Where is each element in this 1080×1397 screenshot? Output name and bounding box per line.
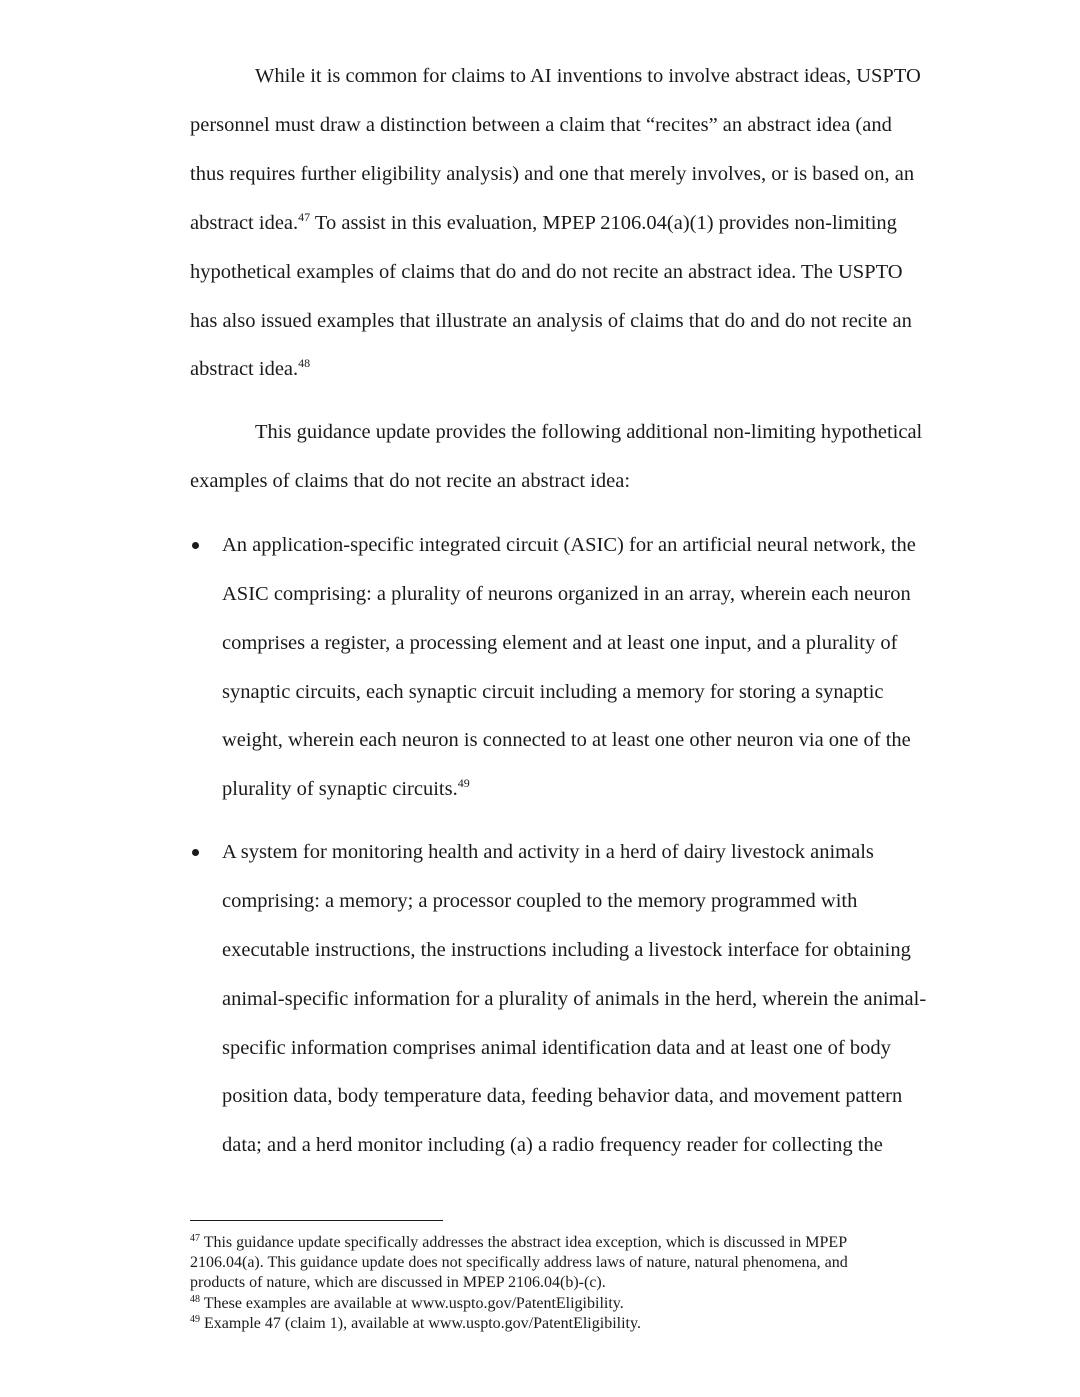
footnote-47-line-3: products of nature, which are discussed in MPEP 2106.04(b)-(c). xyxy=(190,1274,606,1291)
paragraph1-line-6: has also issued examples that illustrate an analysis of claims that do and do not recite an xyxy=(190,310,912,332)
bullet2-line-4: animal-specific information for a plurality of animals in the herd, wherein the animal- xyxy=(222,988,927,1010)
footnote-ref-48[interactable]: 48 xyxy=(298,356,311,370)
footnote-47-number: 47 xyxy=(190,1233,200,1244)
paragraph1-line-4-rest: To assist in this evaluation, MPEP 2106.04(a)(1) provides non-limiting xyxy=(310,212,897,234)
paragraph1-line-7 xyxy=(190,356,311,380)
footnote-49-number: 49 xyxy=(190,1314,200,1325)
bullet2-line-5: specific information comprises animal identification data and at least one of body xyxy=(222,1037,891,1059)
bullet1-line-5: weight, wherein each neuron is connected to at least one other neuron via one of the xyxy=(222,729,911,751)
bullet2-line-6: position data, body temperature data, feeding behavior data, and movement pattern xyxy=(222,1085,903,1107)
bullet1-line-6 xyxy=(222,776,470,800)
paragraph1-line-4 xyxy=(190,210,897,234)
footnote-47-text-1: This guidance update specifically addresses the abstract idea exception, which is discussed in MPEP xyxy=(200,1234,848,1251)
bullet1-line-6-text: plurality of synaptic circuits. xyxy=(222,778,458,800)
footnote-49 xyxy=(190,1316,641,1332)
paragraph1-line-1: While it is common for claims to AI inventions to involve abstract ideas, USPTO xyxy=(255,65,921,87)
bullet-2-marker xyxy=(192,849,202,859)
footnote-47-line-2: 2106.04(a). This guidance update does not specifically address laws of nature, natural phenomena, and xyxy=(190,1254,848,1271)
bullet2-line-2: comprising: a memory; a processor coupled to the memory programmed with xyxy=(222,890,858,912)
bullet1-line-3: comprises a register, a processing element and at least one input, and a plurality of xyxy=(222,632,898,654)
paragraph1-line-3: thus requires further eligibility analysis) and one that merely involves, or is based on, an xyxy=(190,163,915,185)
footnote-48 xyxy=(190,1296,624,1312)
footnote-ref-49[interactable]: 49 xyxy=(457,776,470,790)
footnote-separator xyxy=(190,1220,443,1221)
footnote-ref-47[interactable]: 47 xyxy=(298,210,311,224)
paragraph2-line-1: This guidance update provides the following additional non-limiting hypothetical xyxy=(255,421,923,443)
footnote-48-text: These examples are available at www.uspto.gov/PatentEligibility. xyxy=(200,1295,624,1312)
bullet1-line-1: An application-specific integrated circuit (ASIC) for an artificial neural network, the xyxy=(222,534,916,556)
bullet-1-marker xyxy=(192,542,202,552)
bullet2-line-3: executable instructions, the instructions including a livestock interface for obtaining xyxy=(222,939,911,961)
paragraph1-line-5: hypothetical examples of claims that do and do not recite an abstract idea. The USPTO xyxy=(190,261,903,283)
paragraph1-line-7-text: abstract idea. xyxy=(190,358,299,380)
bullet2-line-1: A system for monitoring health and activity in a herd of dairy livestock animals xyxy=(222,841,874,863)
footnote-48-number: 48 xyxy=(190,1294,200,1305)
paragraph1-line-2: personnel must draw a distinction between a claim that “recites” an abstract idea (and xyxy=(190,114,892,136)
paragraph2-line-2: examples of claims that do not recite an abstract idea: xyxy=(190,470,631,492)
paragraph1-line-4-text: abstract idea. xyxy=(190,212,299,234)
footnote-47-line-1 xyxy=(190,1235,847,1251)
footnote-49-text: Example 47 (claim 1), available at www.uspto.gov/PatentEligibility. xyxy=(200,1315,641,1332)
bullet1-line-2: ASIC comprising: a plurality of neurons organized in an array, wherein each neuron xyxy=(222,583,911,605)
bullet2-line-7: data; and a herd monitor including (a) a radio frequency reader for collecting the xyxy=(222,1134,883,1156)
bullet1-line-4: synaptic circuits, each synaptic circuit including a memory for storing a synaptic xyxy=(222,681,884,703)
